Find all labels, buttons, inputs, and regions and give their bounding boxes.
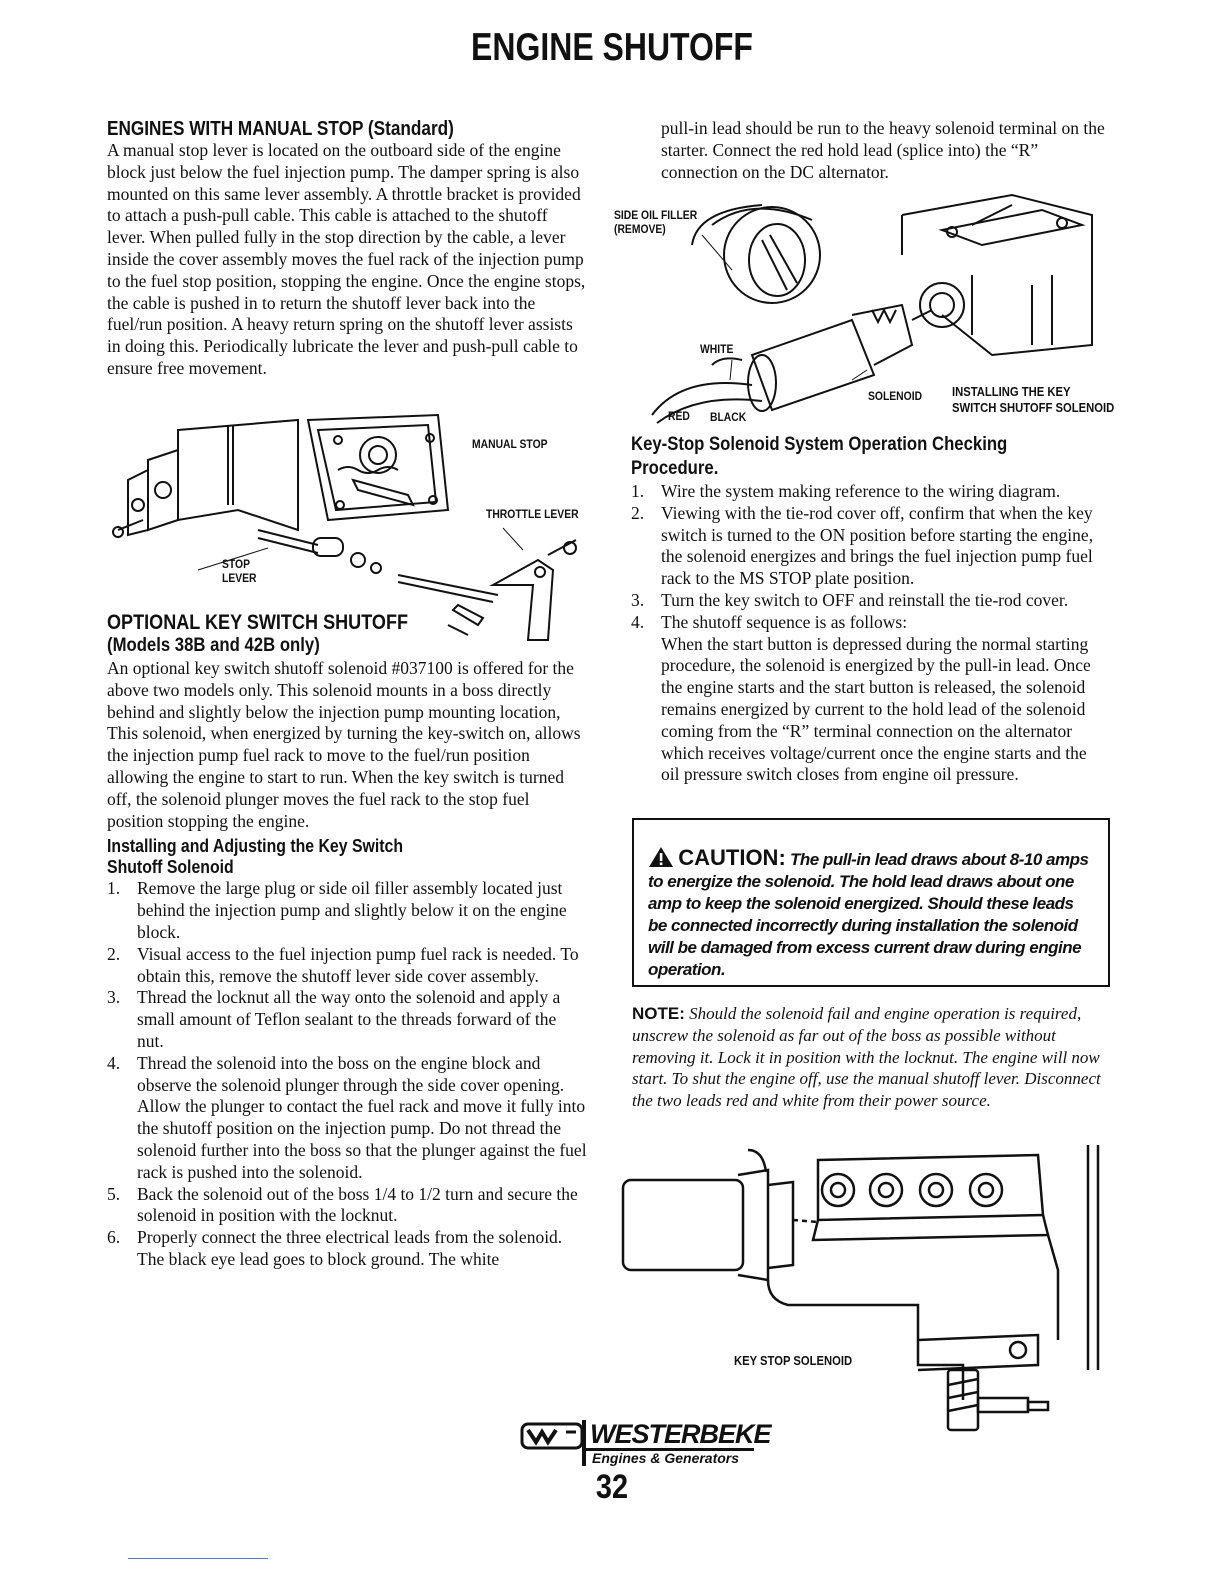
manual-stop-heading: ENGINES WITH MANUAL STOP (Standard) (107, 118, 454, 140)
left-column (107, 118, 587, 380)
caution-box (632, 818, 1110, 987)
checking-step4-detail: When the start button is depressed during the normal starting procedure, the solenoid is energized by the pull-in lead. Once the engine starts and the start button is released, the solenoid remains energized by current to the hold lead of the solenoid coming from the “R” terminal connection on the alternator which receives voltage/current once the engine starts and the oil pressure switch closes from engine oil pressure. (661, 633, 1091, 785)
checking-step: 4. The shutoff sequence is as follows: (631, 611, 908, 632)
note (632, 1003, 1106, 1112)
right-column (631, 118, 1109, 183)
warning-triangle-icon (648, 846, 674, 868)
note-label: NOTE: (632, 1004, 685, 1023)
label-side-oil-filler-2: (REMOVE) (614, 224, 666, 236)
checking-step: 1. Wire the system making reference to the wiring diagram. (631, 481, 1061, 501)
label-throttle-lever: THROTTLE LEVER (486, 509, 579, 521)
logo-tagline: Engines & Generators (592, 1450, 740, 1466)
installing-step: 5. Back the solenoid out of the boss 1/4 to 1/2 turn and secure the solenoid in position with the locknut. (107, 1183, 578, 1226)
logo-brand: WESTERBEKE (590, 1419, 771, 1449)
label-stop-lever-1: STOP (222, 559, 250, 571)
checking-step: 2. Viewing with the tie-rod cover off, confirm that when the key switch is turned to the ON position before starting the engine, the solenoid energizes and brings the fuel injection pump fuel rack to the MS STOP plate position. (631, 502, 1094, 589)
installing-step: 4. Thread the solenoid into the boss on the engine block and observe the solenoid plunger through the side cover opening. Allow the plunger to contact the fuel rack and move it fully into the shutoff position on the injection pump. Do not thread the solenoid further into the boss so that the plunger against the fuel rack is pushed into the solenoid. (107, 1052, 587, 1182)
label-red-lead: RED (668, 411, 690, 423)
installing-continuation: pull-in lead should be run to the heavy solenoid terminal on the starter. Connect the red hold lead (splice into) the “R” connection on the DC alternator. (661, 118, 1105, 182)
checking-step: 3. Turn the key switch to OFF and reinstall the tie-rod cover. (631, 589, 1069, 610)
label-white-lead: WHITE (700, 344, 734, 356)
figure-caption-line-2: SWITCH SHUTOFF SOLENOID (952, 401, 1115, 415)
checking-steps (631, 481, 1109, 634)
label-manual-stop: MANUAL STOP (472, 439, 548, 451)
installing-step: 3. Thread the locknut all the way onto the solenoid and apply a small amount of Teflon sealant to the threads forward of the nut. (107, 987, 561, 1051)
installing-step: 6. Properly connect the three electrical leads from the solenoid. The black eye lead goes to block ground. The white (107, 1227, 563, 1269)
key-switch-section (107, 612, 587, 1271)
installing-heading-2: Shutoff Solenoid (107, 857, 234, 878)
checking-section (631, 433, 1109, 786)
note-text: Should the solenoid fail and engine operation is required, unscrew the solenoid as far out of the boss as possible without removing it. Lock it in position with the locknut. The engine will now start. To shut the engine off, use the manual shutoff lever. Disconnect the two leads red and white from their power source. (632, 1004, 1101, 1111)
label-stop-lever-2: LEVER (222, 573, 257, 585)
footer-rule (128, 1558, 268, 1559)
checking-heading-2: Procedure. (631, 458, 719, 479)
westerbeke-logo (520, 1418, 771, 1468)
page-number: 32 (595, 1468, 629, 1506)
installing-step: 1. Remove the large plug or side oil filler assembly located just behind the injection pump and slightly below it on the engine block. (107, 878, 567, 942)
installing-steps (107, 878, 587, 1270)
page-title: ENGINE SHUTOFF (471, 26, 753, 69)
solenoid-install-figure (612, 185, 1122, 425)
figure-caption-line-1: INSTALLING THE KEY (952, 385, 1071, 399)
installing-heading-1: Installing and Adjusting the Key Switch (107, 836, 403, 857)
caution-text (648, 846, 1094, 981)
label-key-stop-solenoid: KEY STOP SOLENOID (734, 1354, 853, 1368)
caution-label: CAUTION: (678, 845, 786, 870)
caution-body: The pull-in lead draws about 8-10 amps to energize the solenoid. The hold lead draws about one amp to keep the solenoid energized. Should these leads be connected incorrectly during installation the solenoid will be damaged from excess current draw during engine operation. (648, 850, 1089, 979)
key-stop-solenoid-illustration (618, 1140, 1118, 1450)
label-black-lead: BLACK (710, 412, 747, 424)
manual-stop-body: A manual stop lever is located on the outboard side of the engine block just below the fuel injection pump. The damper spring is also mounted on this same lever assembly. A throttle bracket is provided to attach a push-pull cable. This cable is attached to the shutoff lever. When pulled fully in the stop direction by the cable, a lever inside the cover assembly moves the fuel rack of the injection pump to the fuel stop position, stopping the engine. Once the engine stops, the cable is pushed in to return the shutoff lever back into the fuel/run position. A heavy return spring on the shutoff lever assists in doing this. Periodically lubricate the lever and push-pull cable to ensure free movement. (107, 140, 586, 378)
installing-step: 2. Visual access to the fuel injection pump fuel rack is needed. To obtain this, remove the shutoff lever side cover assembly. (107, 943, 579, 986)
label-solenoid: SOLENOID (868, 391, 923, 403)
checking-heading-1: Key-Stop Solenoid System Operation Checking (631, 434, 1008, 455)
key-switch-heading: OPTIONAL KEY SWITCH SHUTOFF (107, 611, 409, 634)
key-switch-subheading: (Models 38B and 42B only) (107, 635, 320, 656)
key-switch-body: An optional key switch shutoff solenoid #037100 is offered for the above two models only. This solenoid mounts in a boss directly behind and slightly below the injection pump mounting location, This solenoid, when energized by turning the key-switch on, allows the injection pump fuel rack to move to the fuel/run position allowing the engine to start to run. When the key switch is turned off, the solenoid plunger moves the fuel rack to the stop fuel position stopping the engine. (107, 658, 581, 831)
label-side-oil-filler-1: SIDE OIL FILLER (614, 210, 698, 222)
key-stop-solenoid-figure (618, 1140, 1118, 1450)
